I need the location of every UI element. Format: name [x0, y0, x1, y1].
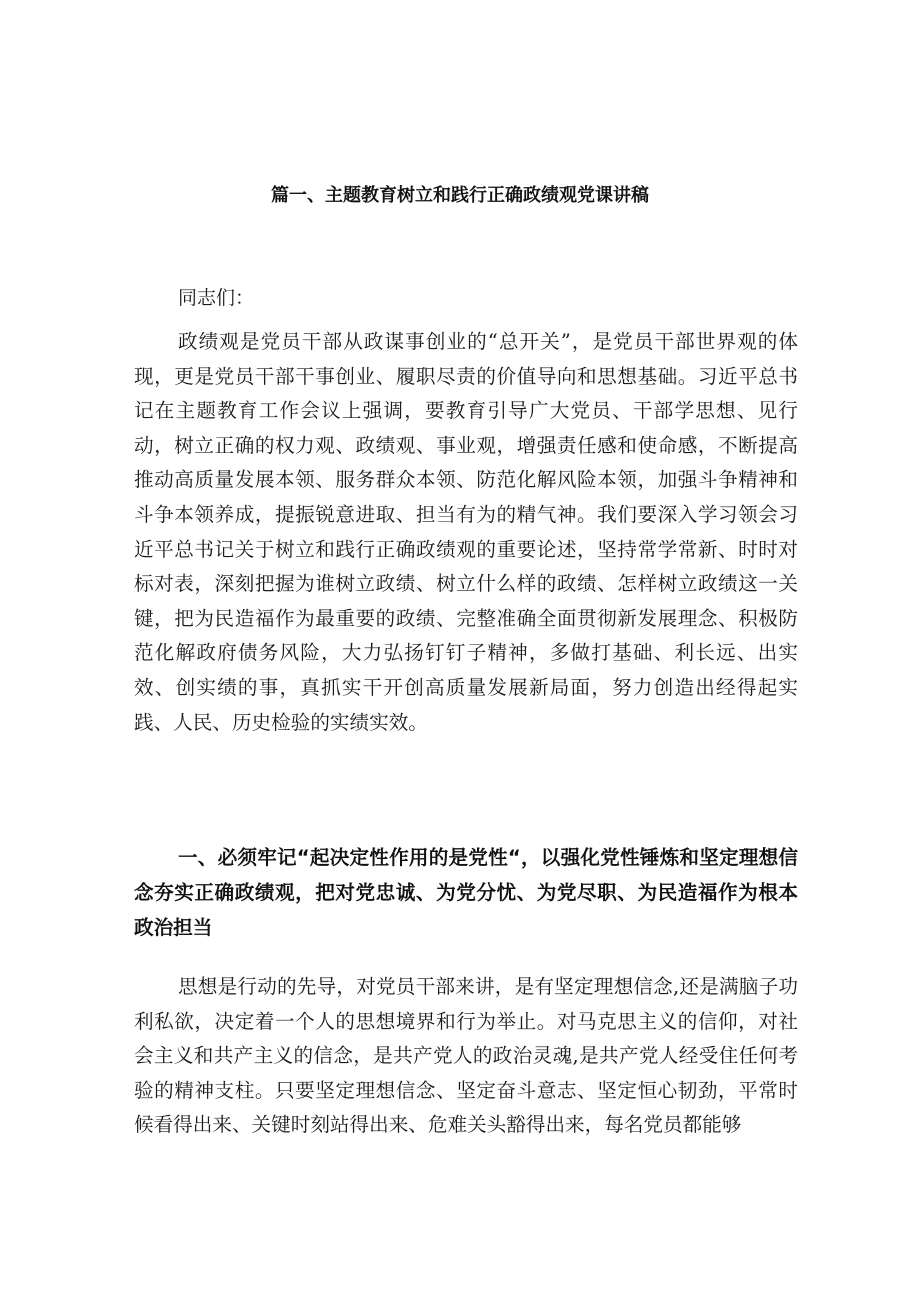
paragraph-section-1: 思想是行动的先导，对党员干部来讲，是有坚定理想信念,还是满脑子功利私欲，决定着一个人的思想境界和行为举止。对马克思主义的信仰，对社会主义和共产主义的信念，是共产党人的政治灵魂,是共产党人经受住任何考验的精神支柱。只要坚定理想信念、坚定奋斗意志、坚定恒心韧劲，平常时候看得出来、关键时刻站得出来、危难关头豁得出来，每名党员都能够	[134, 975, 798, 1137]
document-title: 篇一、主题教育树立和践行正确政绩观党课讲稿	[271, 185, 649, 206]
section-heading-1: 一、必须牢记“起决定性作用的是党性“，以强化党性锤炼和坚定理想信念夯实正确政绩观，把对党忠诚、为党分忧、为党尽职、为民造福作为根本政治担当	[134, 846, 798, 939]
salutation: 同志们：	[178, 287, 255, 309]
paragraph-intro: 政绩观是党员干部从政谋事创业的“总开关”，是党员干部世界观的体现，更是党员干部干事创业、履职尽责的价值导向和思想基础。习近平总书记在主题教育工作会议上强调，要教育引导广大党员、干部学思想、见行动，树立正确的权力观、政绩观、事业观，增强责任感和使命感，不断提高推动高质量发展本领、服务群众本领、防范化解风险本领，加强斗争精神和斗争本领养成，提振锐意进取、担当有为的精气神。我们要深入学习领会习近平总书记关于树立和践行正确政绩观的重要论述，坚持常学常新、时时对标对表，深刻把握为谁树立政绩、树立什么样的政绩、怎样树立政绩这一关键，把为民造福作为最重要的政绩、完整准确全面贯彻新发展理念、积极防范化解政府债务风险，大力弘扬钉钉子精神，多做打基础、利长远、出实效、创实绩的事，真抓实干开创高质量发展新局面，努力创造出经得起实践、人民、历史检验的实绩实效。	[134, 330, 798, 734]
